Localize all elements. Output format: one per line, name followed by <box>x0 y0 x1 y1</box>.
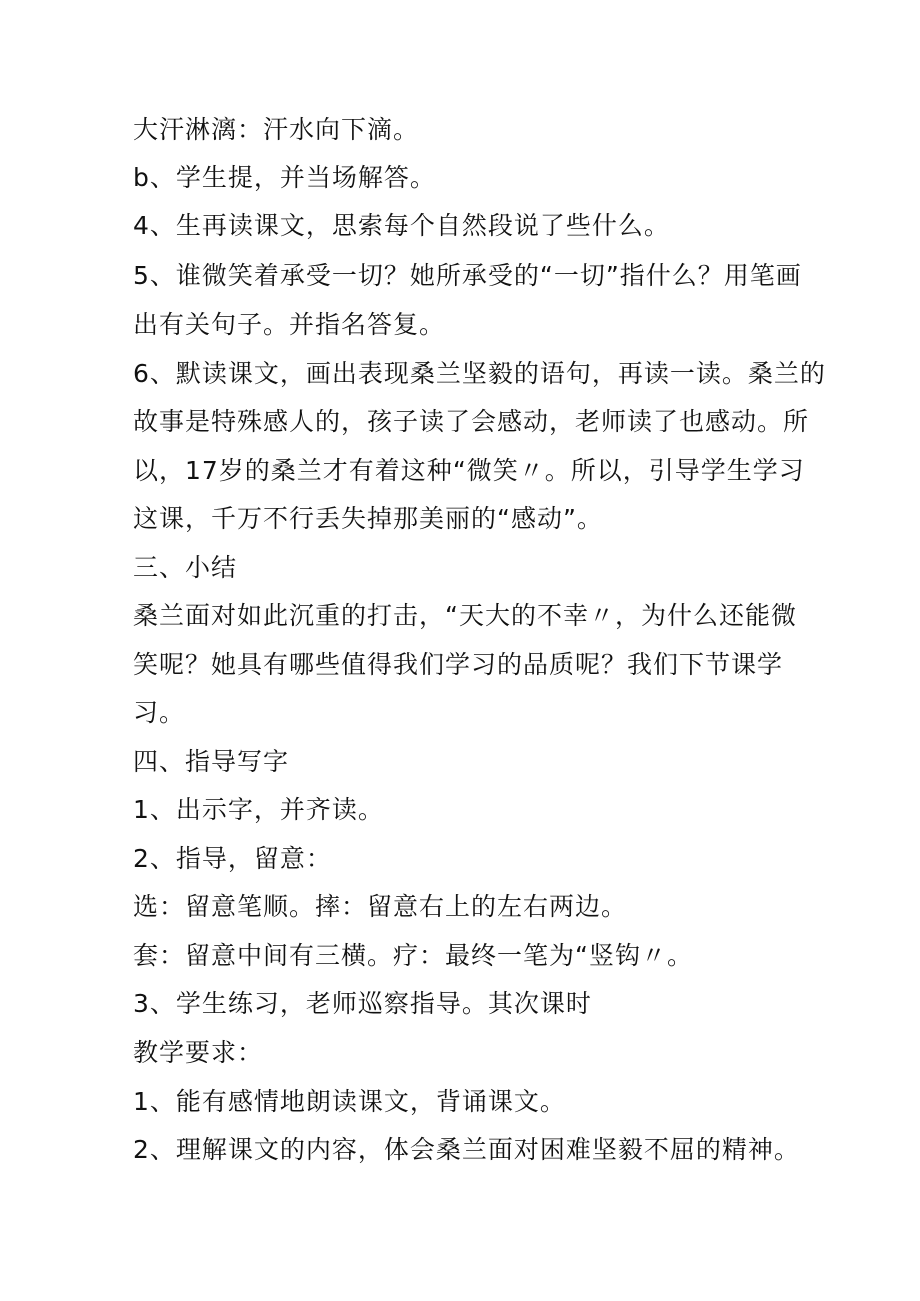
text-line: 3、学生练习，老师巡察指导。其次课时 <box>133 989 592 1018</box>
text-line: 大汗淋漓：汗水向下滴。 <box>133 115 420 144</box>
text-line: 2、指导，留意： <box>133 844 332 873</box>
text-line: 这课，千万不行丢失掉那美丽的“感动”。 <box>133 504 603 533</box>
text-line: 6、默读课文，画出表现桑兰坚毅的语句，再读一读。桑兰的 <box>133 359 826 388</box>
text-line: 故事是特殊感人的，孩子读了会感动，老师读了也感动。所 <box>133 407 810 436</box>
text-line: 习。 <box>133 698 186 727</box>
section-heading: 四、指导写字 <box>133 747 290 776</box>
text-line: b、学生提，并当场解答。 <box>133 163 436 192</box>
text-line: 笑呢？她具有哪些值得我们学习的品质呢？我们下节课学 <box>133 650 784 679</box>
text-line: 以，17岁的桑兰才有着这种“微笑〃。所以，引导学生学习 <box>133 456 805 485</box>
text-line: 4、生再读课文，思索每个自然段说了些什么。 <box>133 211 670 240</box>
text-line: 5、谁微笑着承受一切？她所承受的“一切”指什么？用笔画 <box>133 261 802 290</box>
text-line: 2、理解课文的内容，体会桑兰面对困难坚毅不屈的精神。 <box>133 1135 800 1164</box>
text-line: 选：留意笔顺。摔：留意右上的左右两边。 <box>133 892 628 921</box>
text-line: 1、出示字，并齐读。 <box>133 795 384 824</box>
text-line: 桑兰面对如此沉重的打击，“天大的不幸〃，为什么还能微 <box>133 601 797 630</box>
section-heading: 三、小结 <box>133 553 238 582</box>
text-line: 出有关句子。并指名答复。 <box>133 310 446 339</box>
text-line: 教学要求： <box>133 1038 264 1067</box>
text-line: 1、能有感情地朗读课文，背诵课文。 <box>133 1087 566 1116</box>
text-line: 套：留意中间有三横。疗：最终一笔为“竖钩〃。 <box>133 941 693 970</box>
